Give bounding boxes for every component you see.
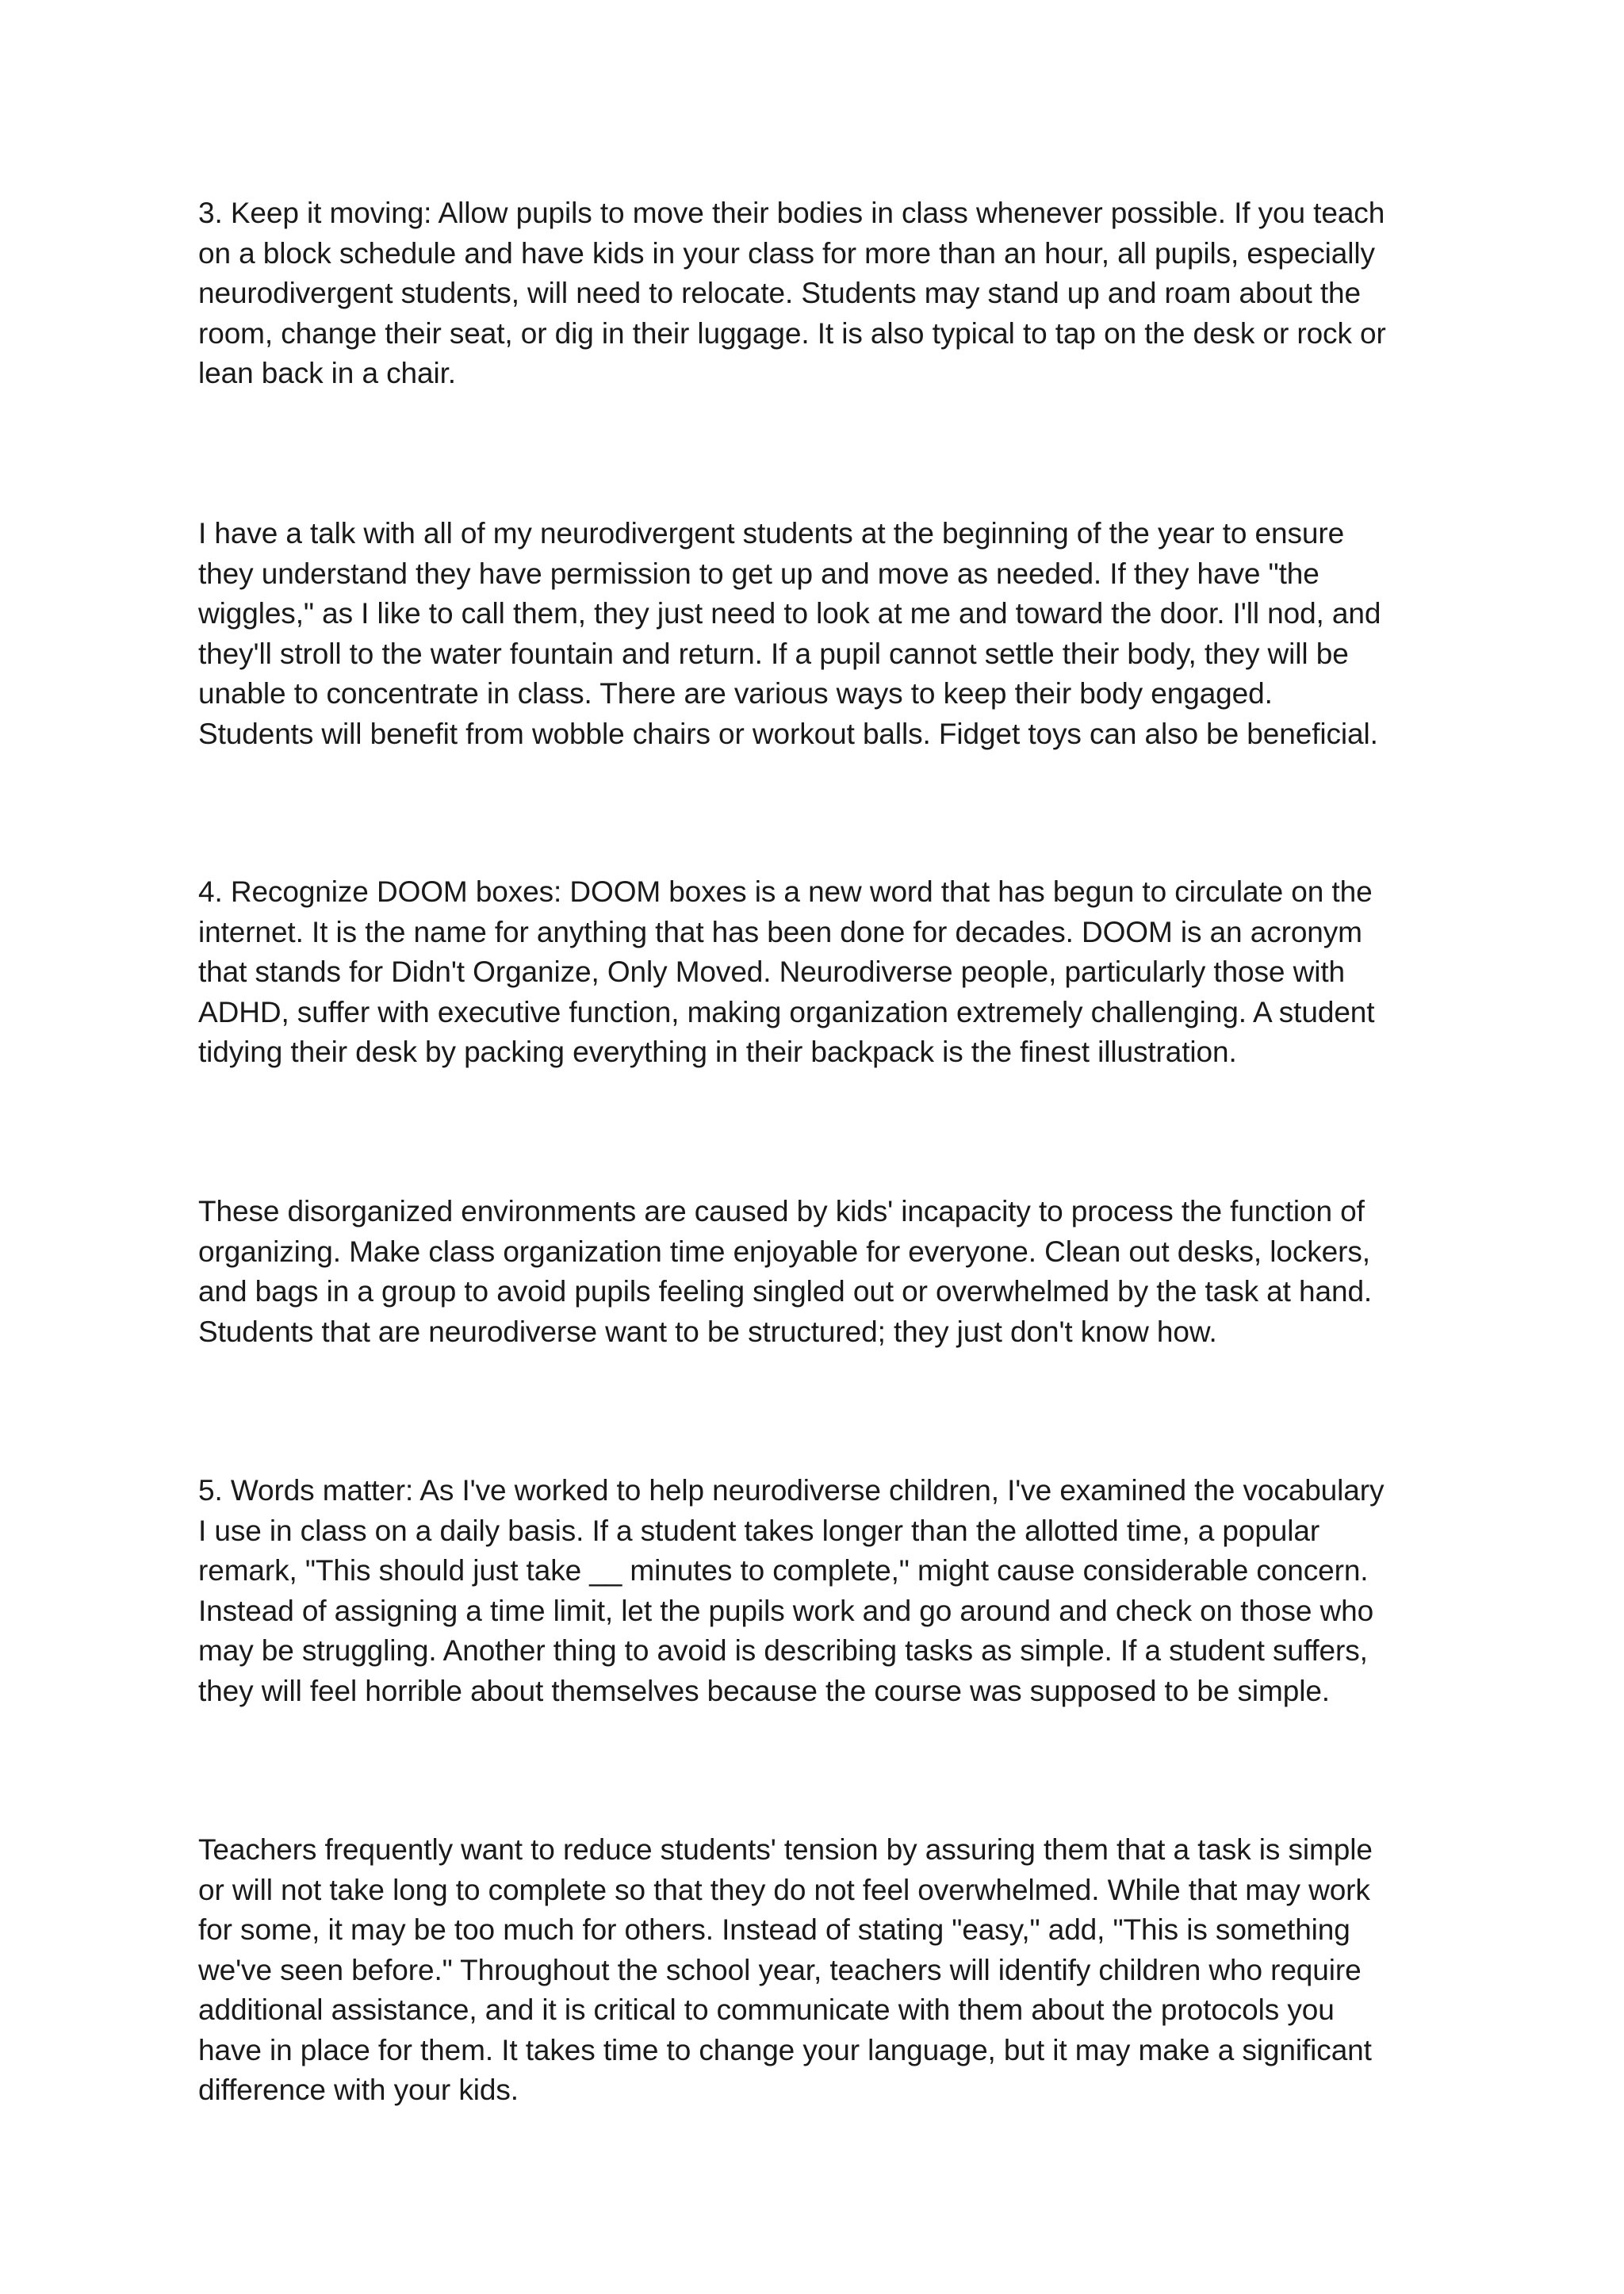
paragraph-organization bbox=[198, 1192, 1435, 1352]
paragraph-teacher-language bbox=[198, 1830, 1435, 2111]
text-line: and bags in a group to avoid pupils feeling singled out or overwhelmed by the task at hand. bbox=[198, 1275, 1373, 1308]
paragraph-movement-permission bbox=[198, 514, 1435, 754]
text-line: they will feel horrible about themselves because the course was supposed to be simple. bbox=[198, 1674, 1330, 1707]
text-line: have in place for them. It takes time to change your language, but it may make a significant bbox=[198, 2033, 1372, 2066]
text-line: lean back in a chair. bbox=[198, 357, 456, 389]
text-line: 3. Keep it moving: Allow pupils to move their bodies in class whenever possible. If you teach bbox=[198, 197, 1385, 229]
text-line: unable to concentrate in class. There are various ways to keep their body engaged. bbox=[198, 677, 1273, 710]
text-line: for some, it may be too much for others. Instead of stating "easy," add, "This is something bbox=[198, 1913, 1350, 1946]
text-line: Instead of assigning a time limit, let the pupils work and go around and check on those who bbox=[198, 1594, 1374, 1627]
text-line: room, change their seat, or dig in their luggage. It is also typical to tap on the desk or rock or bbox=[198, 316, 1386, 350]
text-line: I use in class on a daily basis. If a student takes longer than the allotted time, a popular bbox=[198, 1514, 1320, 1547]
paragraph-keep-it-moving bbox=[198, 193, 1435, 394]
text-line: they'll stroll to the water fountain and return. If a pupil cannot settle their body, they will be bbox=[198, 637, 1349, 670]
text-line: ADHD, suffer with executive function, making organization extremely challenging. A student bbox=[198, 995, 1375, 1028]
text-line: or will not take long to complete so that they do not feel overwhelmed. While that may work bbox=[198, 1873, 1370, 1906]
text-line: may be struggling. Another thing to avoid is describing tasks as simple. If a student suffers, bbox=[198, 1634, 1368, 1667]
text-line: Students will benefit from wobble chairs or workout balls. Fidget toys can also be beneficial. bbox=[198, 717, 1378, 750]
text-line: they understand they have permission to get up and move as needed. If they have "the bbox=[198, 557, 1320, 590]
text-line: organizing. Make class organization time enjoyable for everyone. Clean out desks, lockers, bbox=[198, 1235, 1370, 1268]
text-line: remark, "This should just take __ minutes to complete," might cause considerable concern. bbox=[198, 1554, 1369, 1587]
paragraph-words-matter bbox=[198, 1471, 1435, 1711]
text-line: Students that are neurodiverse want to be structured; they just don't know how. bbox=[198, 1315, 1217, 1348]
text-line: Teachers frequently want to reduce students' tension by assuring them that a task is simple bbox=[198, 1833, 1373, 1866]
text-line: I have a talk with all of my neurodivergent students at the beginning of the year to ensure bbox=[198, 517, 1345, 550]
text-line: that stands for Didn't Organize, Only Moved. Neurodiverse people, particularly those with bbox=[198, 956, 1345, 988]
text-line: tidying their desk by packing everything in their backpack is the finest illustration. bbox=[198, 1036, 1237, 1068]
text-line: internet. It is the name for anything that has been done for decades. DOOM is an acronym bbox=[198, 915, 1362, 948]
text-line: on a block schedule and have kids in your class for more than an hour, all pupils, especially bbox=[198, 236, 1375, 270]
text-line: 5. Words matter: As I've worked to help neurodiverse children, I've examined the vocabulary bbox=[198, 1474, 1385, 1507]
text-line: we've seen before." Throughout the school year, teachers will identify children who require bbox=[198, 1953, 1362, 1986]
text-line: additional assistance, and it is critical to communicate with them about the protocols you bbox=[198, 1993, 1335, 2026]
text-line: neurodivergent students, will need to relocate. Students may stand up and roam about the bbox=[198, 277, 1361, 309]
text-line: These disorganized environments are caused by kids' incapacity to process the function of bbox=[198, 1195, 1365, 1227]
text-line: wiggles," as I like to call them, they just need to look at me and toward the door. I'll nod, and bbox=[198, 597, 1381, 630]
text-line: difference with your kids. bbox=[198, 2074, 519, 2106]
paragraph-doom-boxes bbox=[198, 872, 1435, 1073]
text-line: 4. Recognize DOOM boxes: DOOM boxes is a new word that has begun to circulate on the bbox=[198, 875, 1373, 908]
